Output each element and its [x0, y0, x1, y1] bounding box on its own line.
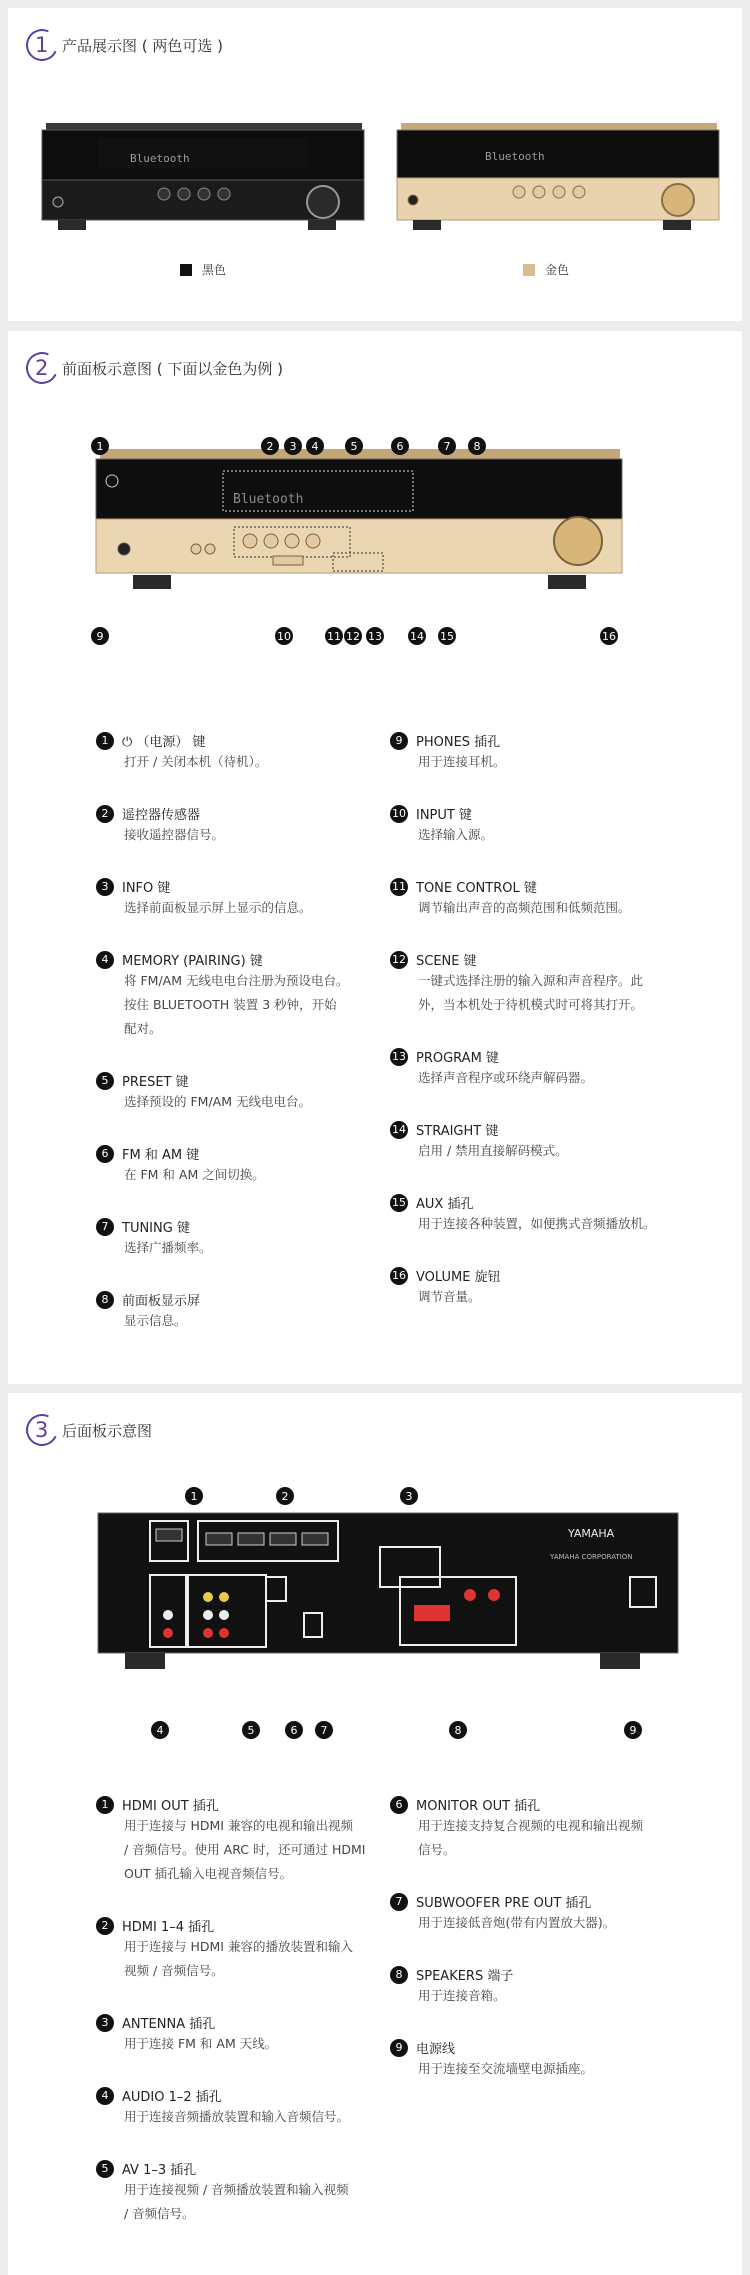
callout-9: 9 — [91, 627, 109, 645]
callout-1: 1 — [91, 437, 109, 455]
feature-title: INPUT 键 — [416, 808, 472, 823]
gold-option — [523, 261, 569, 278]
lcd-text: Bluetooth — [485, 150, 545, 163]
feature-number: 9 — [390, 732, 408, 750]
feature-title-row — [96, 1071, 396, 1090]
feature-number: 1 — [96, 732, 114, 750]
feature-description: 选择输入源。 — [418, 827, 494, 842]
feature-description: 用于连接至交流墙壁电源插座。 — [418, 2061, 594, 2076]
feature-item — [390, 1266, 730, 1309]
feature-description: 打开 / 关闭本机（待机）。 — [124, 754, 268, 769]
feature-description: 用于连接各种装置，如便携式音频播放机。 — [418, 1216, 656, 1231]
feature-description: 用于连接音箱。 — [418, 1988, 506, 2003]
feature-item — [390, 1193, 730, 1236]
feature-title: 前面板显示屏 — [122, 1294, 201, 1309]
gold-receiver-image — [393, 118, 723, 248]
feature-item — [390, 1892, 730, 1935]
feature-title-row — [96, 1795, 396, 1814]
feature-description: 选择前面板显示屏上显示的信息。 — [124, 900, 312, 915]
feature-description: 选择广播频率。 — [124, 1240, 212, 1255]
feature-title: INFO 键 — [122, 881, 171, 896]
feature-title-row — [390, 1047, 730, 1066]
callout-8: 8 — [449, 1721, 467, 1739]
callout-7: 7 — [438, 437, 456, 455]
feature-title-row — [390, 2038, 730, 2057]
feature-number: 1 — [96, 1796, 114, 1814]
feature-title: SCENE 键 — [416, 954, 477, 969]
feature-title: ANTENNA 插孔 — [122, 2017, 216, 2032]
feature-item — [390, 950, 730, 1017]
black-receiver-image — [38, 118, 368, 248]
callout-3: 3 — [284, 437, 302, 455]
callout-12: 12 — [344, 627, 362, 645]
feature-description: 调节音量。 — [418, 1289, 481, 1304]
feature-description: 用于连接低音炮(带有内置放大器)。 — [418, 1915, 616, 1930]
rear-panel-section — [8, 1393, 742, 2275]
callout-6: 6 — [391, 437, 409, 455]
product-display-panel — [8, 8, 742, 321]
feature-description: 用于连接与 HDMI 兼容的电视和输出视频 — [124, 1818, 353, 1833]
feature-item — [96, 2086, 396, 2129]
feature-title-row — [390, 804, 730, 823]
feature-number: 12 — [390, 951, 408, 969]
callout-4: 4 — [151, 1721, 169, 1739]
feature-number: 5 — [96, 2160, 114, 2178]
feature-description: 用于连接耳机。 — [418, 754, 506, 769]
feature-description: 按住 BLUETOOTH 装置 3 秒钟，开始 — [124, 997, 337, 1012]
feature-title: MEMORY (PAIRING) 键 — [122, 954, 263, 969]
feature-description: 用于连接支持复合视频的电视和输出视频 — [418, 1818, 644, 1833]
feature-title: AUX 插孔 — [416, 1197, 474, 1212]
feature-title-row — [390, 1795, 730, 1814]
feature-description: 启用 / 禁用直接解码模式。 — [418, 1143, 568, 1158]
feature-item — [96, 731, 396, 774]
feature-item — [390, 1965, 730, 2008]
section-title: 后面板示意图 — [62, 1421, 153, 1440]
feature-title-row — [96, 2086, 396, 2105]
feature-description: 信号。 — [418, 1842, 456, 1857]
feature-description: 将 FM/AM 无线电电台注册为预设电台。 — [124, 973, 349, 988]
feature-item — [96, 1795, 396, 1886]
feature-item — [390, 804, 730, 847]
feature-number: 3 — [96, 2014, 114, 2032]
feature-title: 电源线 — [416, 2042, 456, 2057]
callout-5: 5 — [242, 1721, 260, 1739]
feature-number: 9 — [390, 2039, 408, 2057]
feature-title: PHONES 插孔 — [416, 735, 501, 750]
callout-5: 5 — [345, 437, 363, 455]
feature-title-row — [96, 877, 396, 896]
feature-description: 调节输出声音的高频范围和低频范围。 — [418, 900, 631, 915]
feature-title-row — [390, 1193, 730, 1212]
feature-title: SPEAKERS 端子 — [416, 1969, 514, 1984]
black-option — [180, 261, 226, 278]
feature-number: 16 — [390, 1267, 408, 1285]
feature-number: 8 — [96, 1291, 114, 1309]
feature-item — [96, 1916, 396, 1983]
feature-description: 配对。 — [124, 1021, 162, 1036]
feature-title: FM 和 AM 键 — [122, 1148, 200, 1163]
feature-description: 外，当本机处于待机模式时可将其打开。 — [418, 997, 644, 1012]
feature-title-row — [390, 1892, 730, 1911]
feature-description: 用于连接视频 / 音频播放装置和输入视频 — [124, 2182, 349, 2197]
feature-title-row — [96, 2159, 396, 2178]
section-title: 产品展示图 ( 两色可选 ) — [62, 36, 224, 55]
callout-15: 15 — [438, 627, 456, 645]
feature-number: 4 — [96, 2087, 114, 2105]
feature-number: 6 — [390, 1796, 408, 1814]
feature-description: 一键式选择注册的输入源和声音程序。此 — [418, 973, 644, 988]
feature-title: SUBWOOFER PRE OUT 插孔 — [416, 1896, 592, 1911]
callout-8: 8 — [468, 437, 486, 455]
feature-number: 7 — [390, 1893, 408, 1911]
callout-9: 9 — [624, 1721, 642, 1739]
feature-item — [96, 2013, 396, 2056]
gold-label: 金色 — [545, 263, 570, 277]
feature-item — [390, 1120, 730, 1163]
feature-title-row — [390, 731, 730, 750]
feature-title-row — [390, 1965, 730, 1984]
section-number: 1 — [21, 24, 62, 65]
feature-description: / 音频信号。 — [124, 2206, 195, 2221]
section-title: 前面板示意图 ( 下面以金色为例 ) — [62, 359, 284, 378]
feature-item — [390, 731, 730, 774]
feature-description: 用于连接与 HDMI 兼容的播放装置和输入 — [124, 1939, 353, 1954]
section-header — [26, 1413, 152, 1447]
feature-number: 14 — [390, 1121, 408, 1139]
feature-item — [96, 950, 396, 1041]
corp-label: YAMAHA CORPORATION — [550, 1553, 633, 1561]
feature-number: 10 — [390, 805, 408, 823]
callout-2: 2 — [276, 1487, 294, 1505]
feature-description: 在 FM 和 AM 之间切换。 — [124, 1167, 265, 1182]
feature-item — [390, 1047, 730, 1090]
feature-number: 13 — [390, 1048, 408, 1066]
feature-item — [96, 1071, 396, 1114]
front-panel-diagram — [78, 431, 638, 611]
callout-2: 2 — [261, 437, 279, 455]
feature-number: 11 — [390, 878, 408, 896]
feature-title-row — [96, 731, 396, 750]
feature-title-row — [96, 1290, 396, 1309]
feature-item — [390, 2038, 730, 2081]
feature-number: 5 — [96, 1072, 114, 1090]
feature-item — [96, 1144, 396, 1187]
gold-swatch — [523, 264, 535, 276]
feature-number: 8 — [390, 1966, 408, 1984]
feature-title-row — [390, 877, 730, 896]
feature-number: 2 — [96, 1917, 114, 1935]
feature-item — [96, 2159, 396, 2226]
feature-title: HDMI 1–4 插孔 — [122, 1920, 215, 1935]
feature-title-row — [96, 2013, 396, 2032]
feature-item — [96, 1217, 396, 1260]
feature-title: PROGRAM 键 — [416, 1051, 499, 1066]
lcd-text: Bluetooth — [233, 492, 304, 507]
callout-6: 6 — [285, 1721, 303, 1739]
callout-7: 7 — [315, 1721, 333, 1739]
feature-title-row — [390, 1120, 730, 1139]
feature-description: 选择声音程序或环绕声解码器。 — [418, 1070, 594, 1085]
callout-1: 1 — [185, 1487, 203, 1505]
lcd-text: Bluetooth — [130, 152, 190, 165]
feature-item — [96, 877, 396, 920]
feature-title: TONE CONTROL 键 — [416, 881, 537, 896]
feature-number: 3 — [96, 878, 114, 896]
feature-number: 2 — [96, 805, 114, 823]
feature-title: 遥控器传感器 — [122, 808, 201, 823]
section-number: 3 — [21, 1409, 62, 1450]
feature-title: VOLUME 旋钮 — [416, 1270, 501, 1285]
feature-number: 4 — [96, 951, 114, 969]
brand-label: YAMAHA — [568, 1527, 615, 1540]
feature-item — [96, 804, 396, 847]
feature-title: AV 1–3 插孔 — [122, 2163, 197, 2178]
feature-number: 7 — [96, 1218, 114, 1236]
section-header — [26, 28, 223, 62]
section-number: 2 — [21, 347, 62, 388]
callout-14: 14 — [408, 627, 426, 645]
feature-item — [390, 1795, 730, 1862]
feature-title: PRESET 键 — [122, 1075, 189, 1090]
feature-title: AUDIO 1–2 插孔 — [122, 2090, 222, 2105]
feature-title: ⏻ （电源） 键 — [122, 735, 206, 750]
feature-number: 6 — [96, 1145, 114, 1163]
feature-title-row — [96, 1217, 396, 1236]
feature-title-row — [96, 1916, 396, 1935]
callout-10: 10 — [275, 627, 293, 645]
feature-description: 用于连接 FM 和 AM 天线。 — [124, 2036, 278, 2051]
feature-description: 用于连接音频播放装置和输入音频信号。 — [124, 2109, 350, 2124]
feature-title: HDMI OUT 插孔 — [122, 1799, 219, 1814]
feature-title-row — [96, 1144, 396, 1163]
feature-title-row — [96, 804, 396, 823]
feature-description: 显示信息。 — [124, 1313, 187, 1328]
callout-4: 4 — [306, 437, 324, 455]
front-panel-section — [8, 331, 742, 1384]
section-header — [26, 351, 283, 385]
callout-11: 11 — [325, 627, 343, 645]
feature-title-row — [390, 1266, 730, 1285]
feature-description: 接收遥控器信号。 — [124, 827, 225, 842]
feature-title-row — [390, 950, 730, 969]
feature-description: 选择预设的 FM/AM 无线电电台。 — [124, 1094, 311, 1109]
feature-item — [96, 1290, 396, 1333]
rear-panel-diagram — [90, 1503, 690, 1703]
callout-13: 13 — [366, 627, 384, 645]
feature-title-row — [96, 950, 396, 969]
black-swatch — [180, 264, 192, 276]
feature-title: TUNING 键 — [122, 1221, 190, 1236]
feature-title: MONITOR OUT 插孔 — [416, 1799, 541, 1814]
callout-16: 16 — [600, 627, 618, 645]
black-label: 黑色 — [202, 263, 227, 277]
feature-title: STRAIGHT 键 — [416, 1124, 499, 1139]
feature-number: 15 — [390, 1194, 408, 1212]
feature-item — [390, 877, 730, 920]
feature-description: / 音频信号。使用 ARC 时，还可通过 HDMI — [124, 1842, 366, 1857]
callout-3: 3 — [400, 1487, 418, 1505]
feature-description: 视频 / 音频信号。 — [124, 1963, 224, 1978]
feature-description: OUT 插孔输入电视音频信号。 — [124, 1866, 293, 1881]
